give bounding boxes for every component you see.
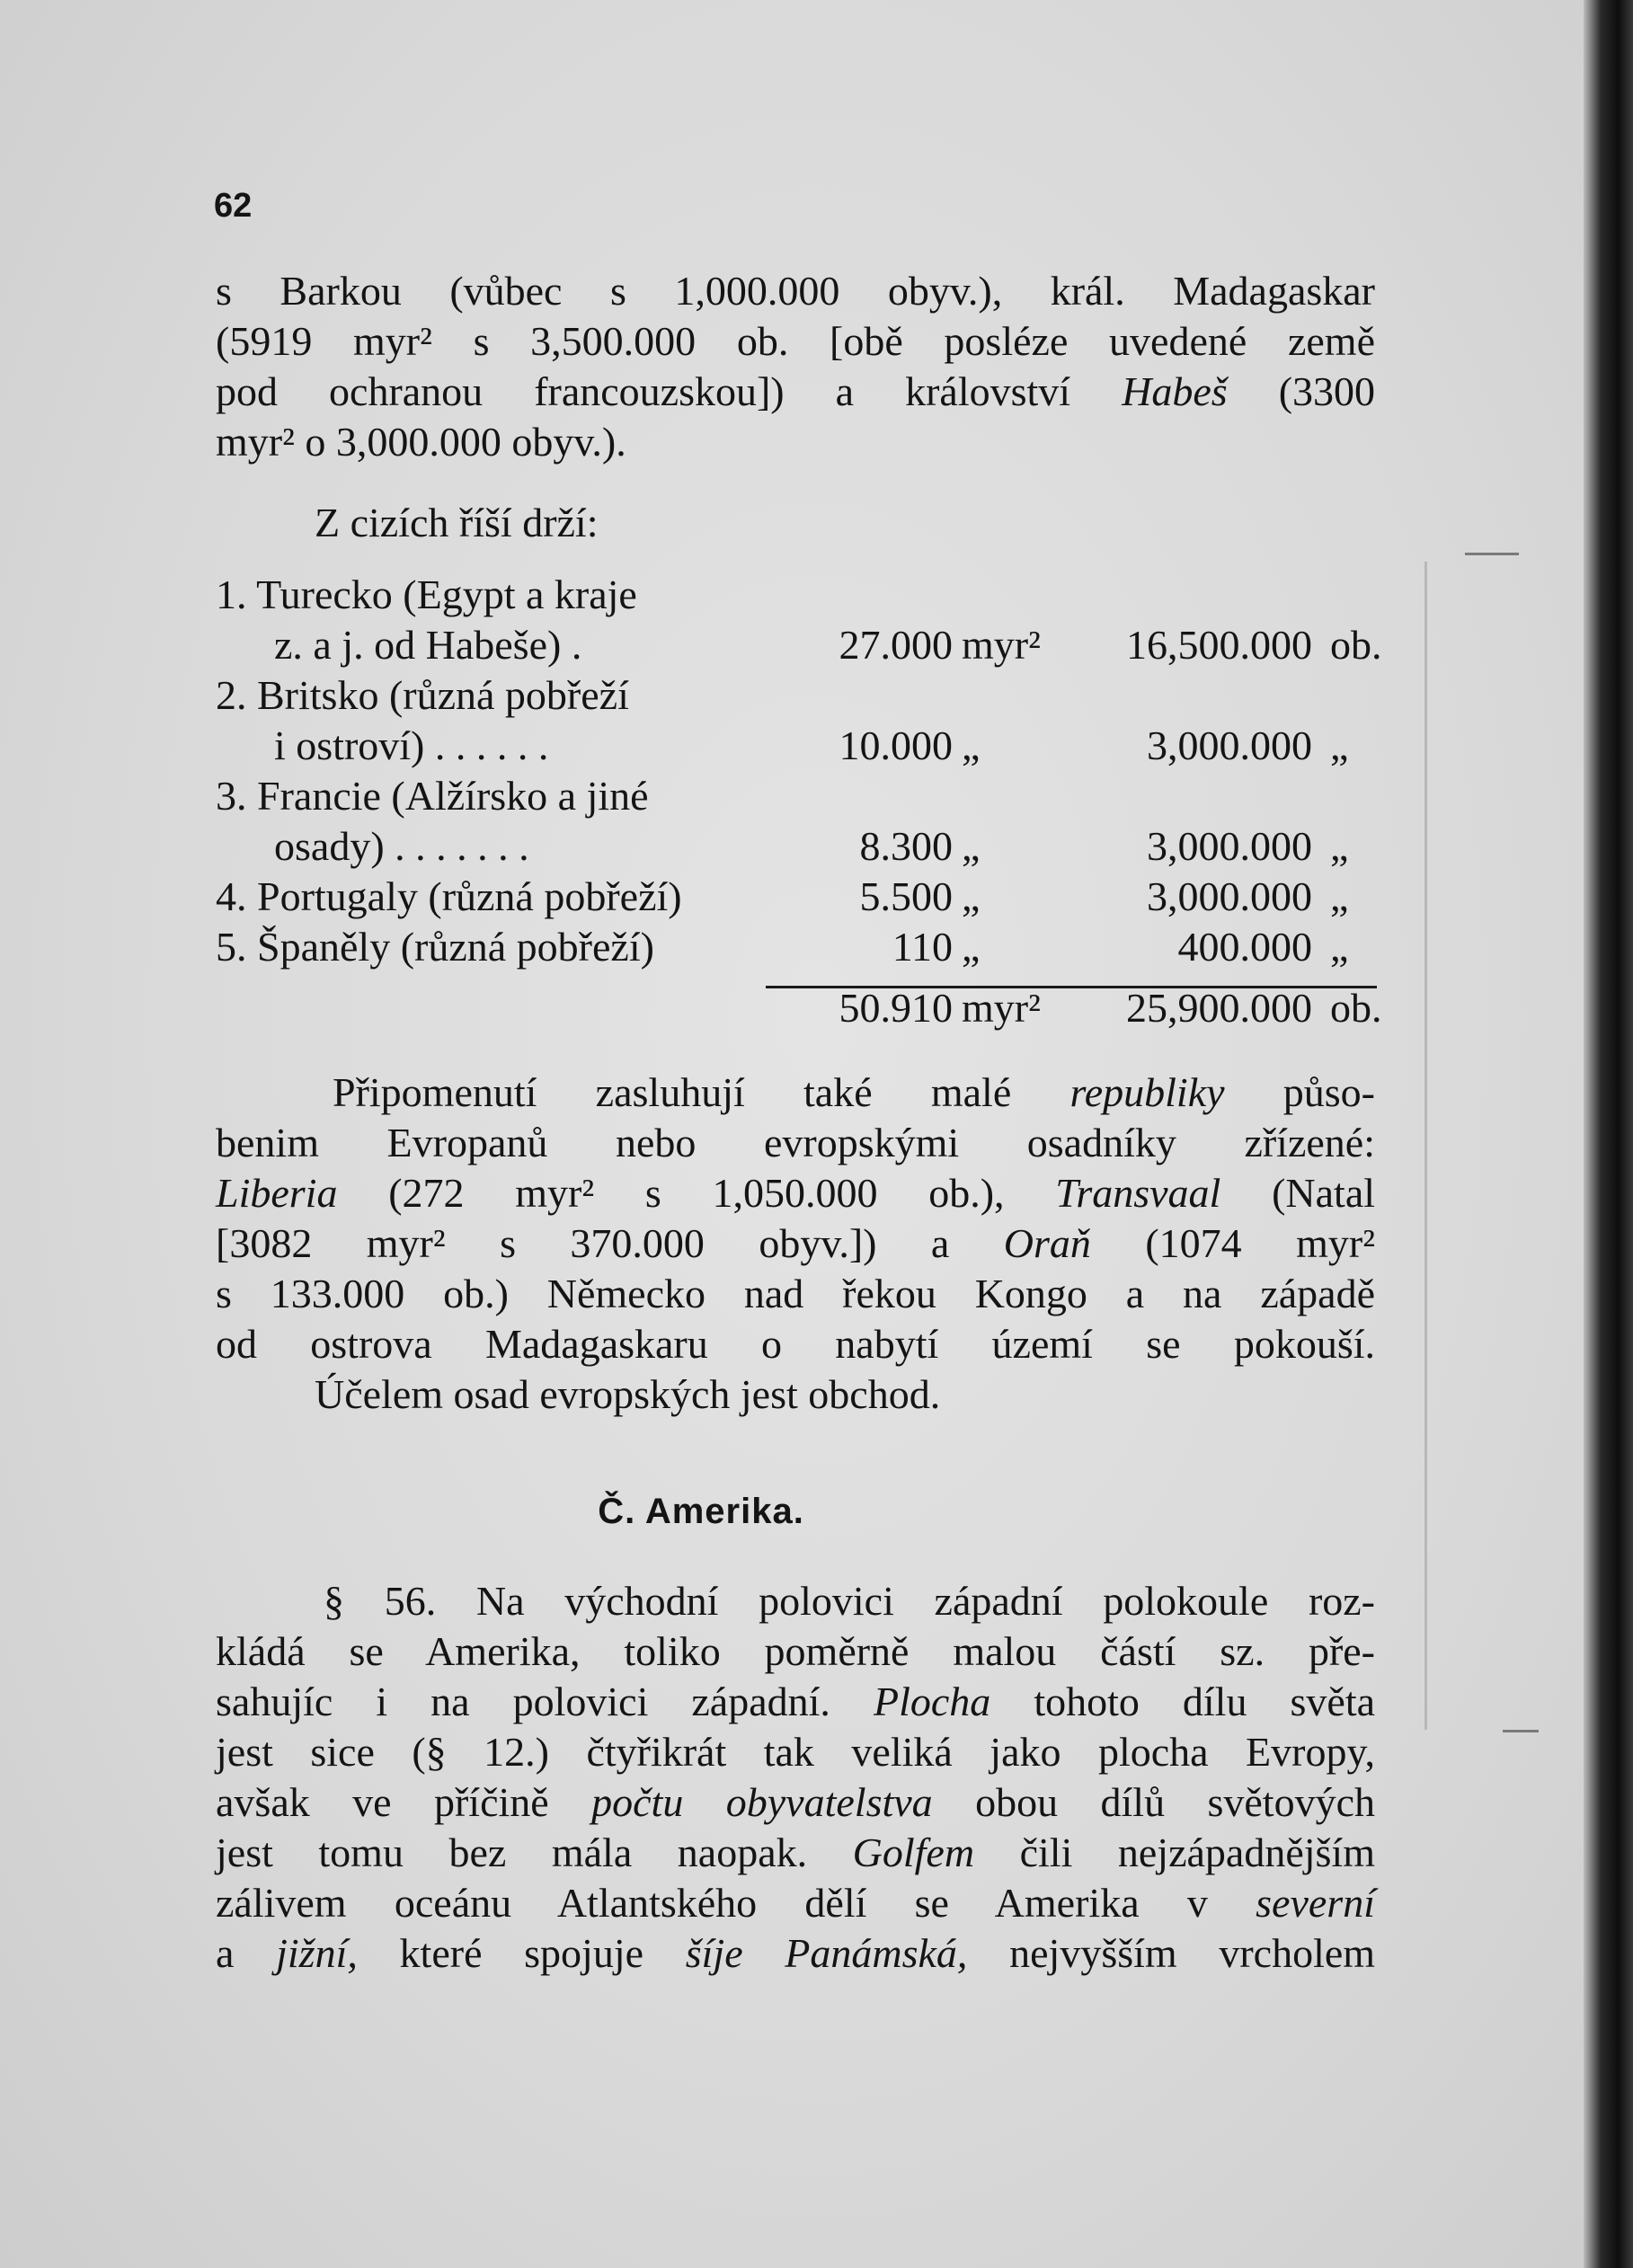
text-line: jest tomu bez mála naopak. Golfem čili nejzápadnějším (216, 1829, 1375, 1875)
colonies-heading: Z cizích říší drží: (315, 500, 599, 545)
page-binding-edge (1584, 0, 1633, 2268)
text-line: jest sice (§ 12.) čtyřikrát tak veliká jako plocha Evropy, (216, 1729, 1375, 1775)
text-line: Připomenutí zasluhují také malé republiky půso- (333, 1069, 1376, 1115)
text-line: § 56. Na východní polovici západní polokoule roz- (324, 1578, 1375, 1624)
text-line: s Barkou (vůbec s 1,000.000 obyv.), král. Madagaskar (216, 268, 1375, 314)
margin-rule (1424, 562, 1427, 1730)
italic-term: Habeš (1122, 368, 1228, 414)
text-line: s 133.000 ob.) Německo nad řekou Kongo a na západě (216, 1271, 1375, 1316)
text-line: Liberia (272 myr² s 1,050.000 ob.), Transvaal (Natal (216, 1170, 1376, 1216)
text-line: Účelem osad evropských jest obchod. (315, 1371, 941, 1417)
margin-tick (1465, 553, 1519, 555)
text-line: [3082 myr² s 370.000 obyv.]) a Oraň (1074 myr² (216, 1220, 1375, 1266)
text-line: zálivem oceánu Atlantského dělí se Amerika v severní (216, 1880, 1375, 1926)
text-line: (5919 myr² s 3,500.000 ob. [obě posléze uvedené země (216, 318, 1375, 364)
text-line: a jižní, které spojuje šíje Panámská, nejvyšším vrcholem (216, 1930, 1376, 1976)
text-line: avšak ve příčině počtu obyvatelstva obou dílů světových (216, 1779, 1376, 1825)
margin-tick (1503, 1730, 1539, 1732)
section-heading: Č. Amerika. (598, 1492, 804, 1531)
text-line: kládá se Amerika, toliko poměrně malou částí sz. pře- (216, 1628, 1375, 1674)
page-number: 62 (214, 187, 253, 225)
text-line: myr² o 3,000.000 obyv.). (216, 419, 626, 465)
text-line: sahujíc i na polovici západní. Plocha tohoto dílu světa (216, 1679, 1376, 1724)
text-line: od ostrova Madagaskaru o nabytí území se pokouší. (216, 1321, 1375, 1367)
text-line: benim Evropanů nebo evropskými osadníky zřízené: (216, 1120, 1375, 1165)
text-line: pod ochranou francouzskou]) a království Habeš (3300 (216, 368, 1376, 414)
